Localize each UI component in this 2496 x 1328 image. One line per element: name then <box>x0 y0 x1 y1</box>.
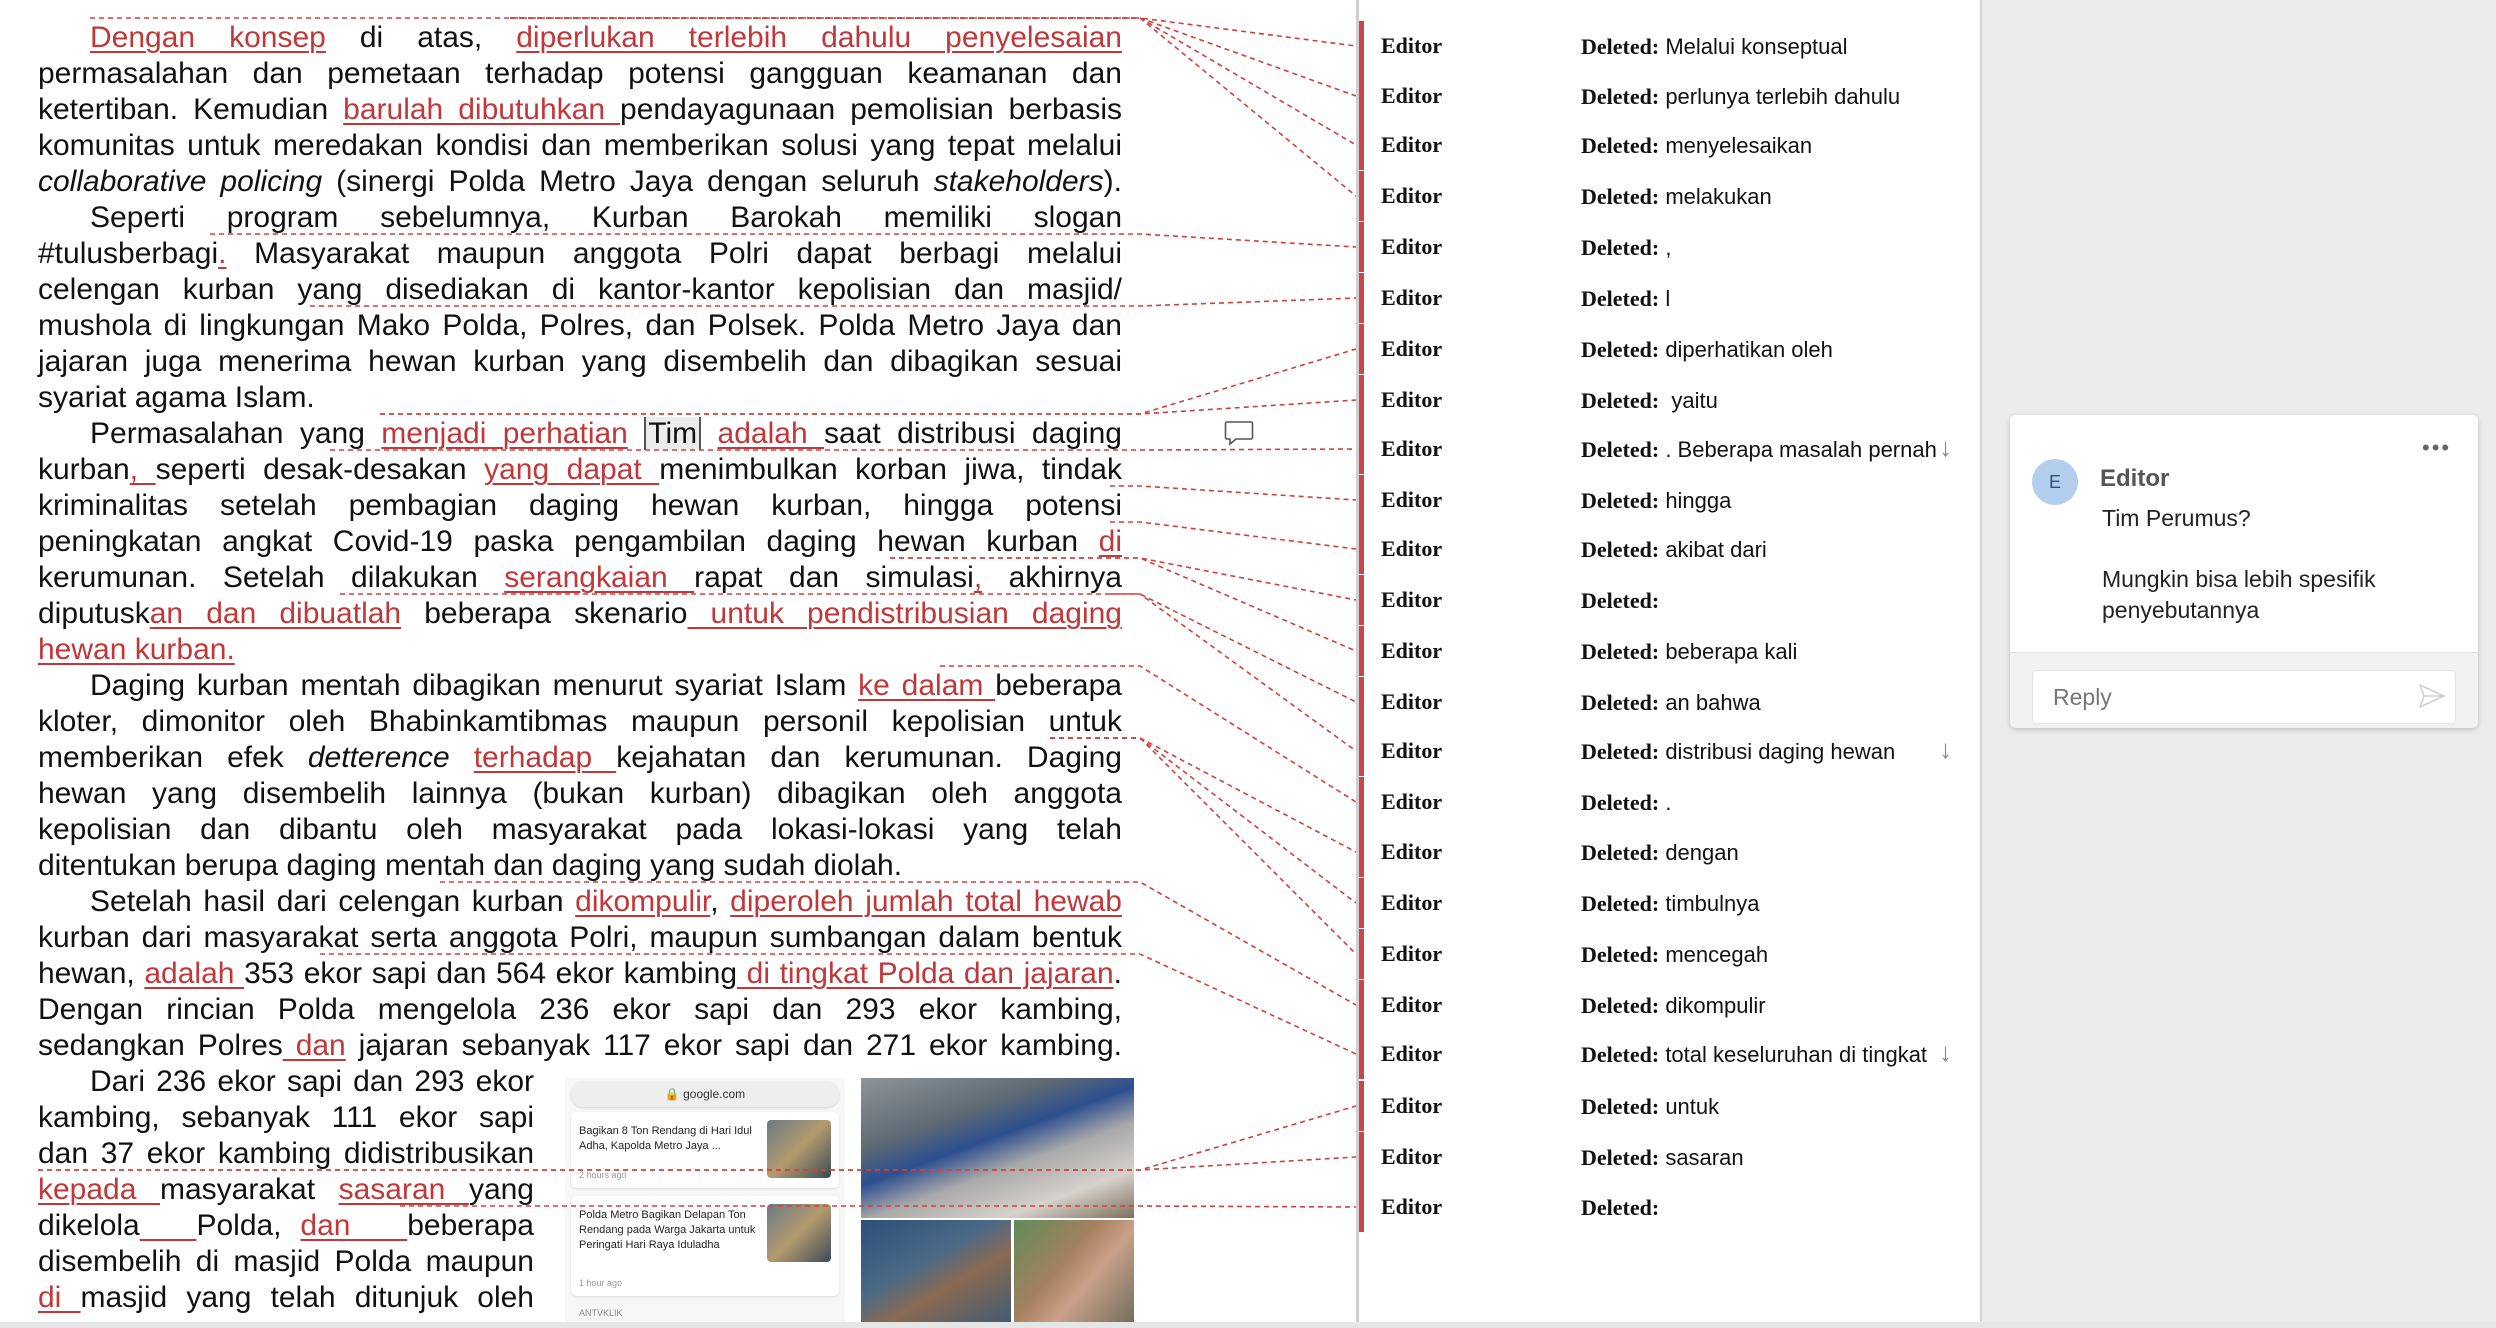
embedded-news-screenshot <box>565 1078 845 1328</box>
revision-bar <box>1359 777 1364 827</box>
revision-balloon[interactable] <box>1359 726 1959 776</box>
deleted-label: Deleted: <box>1581 84 1660 109</box>
deleted-text <box>1581 34 1941 60</box>
photo-crowd <box>1014 1220 1134 1328</box>
deleted-label: Deleted: <box>1581 34 1660 59</box>
commented-text[interactable]: Tim <box>644 417 701 450</box>
deleted-content: distribusi daging hewan <box>1665 739 1896 764</box>
deleted-content: an bahwa <box>1665 690 1761 715</box>
revision-bar <box>1359 1081 1364 1131</box>
comment-indicator-icon[interactable] <box>1224 420 1254 446</box>
news-time: 2 hours ago <box>579 1170 627 1180</box>
document-line[interactable] <box>38 992 1122 1028</box>
deleted-label: Deleted: <box>1581 286 1660 311</box>
deleted-content: dengan <box>1665 840 1739 865</box>
text-run: Masyarakat maupun anggota Polri dapat berbagi melalui <box>226 237 1122 270</box>
revision-bar <box>1359 1132 1364 1182</box>
deleted-text <box>1581 1195 1941 1221</box>
deleted-content: akibat dari <box>1665 537 1767 562</box>
deleted-text <box>1581 337 1941 363</box>
deleted-content: mencegah <box>1665 942 1769 967</box>
text-run: celengan kurban yang disediakan di kantor-kantor kepolisian dan masjid/ <box>38 273 1122 306</box>
deleted-text <box>1581 84 1941 110</box>
deleted-text <box>1581 388 1941 414</box>
text-run: (sinergi Polda Metro Jaya dengan seluruh <box>322 165 934 198</box>
expand-arrow-icon[interactable]: ↓ <box>1939 734 1952 764</box>
balloon-author: Editor <box>1381 587 1443 612</box>
deleted-content: sasaran <box>1665 1145 1744 1170</box>
document-line[interactable] <box>38 56 1122 92</box>
document-line[interactable] <box>90 200 1122 236</box>
revision-bar <box>1359 677 1364 727</box>
balloon-author: Editor <box>1381 1194 1443 1219</box>
news-thumbnail <box>767 1204 831 1262</box>
deleted-label: Deleted: <box>1581 235 1660 260</box>
text-run: 353 ekor sapi dan 564 ekor kambing <box>244 957 738 990</box>
text-run: diputusk <box>38 597 150 630</box>
deleted-text <box>1581 184 1941 210</box>
document-line[interactable] <box>38 488 1122 524</box>
deleted-text <box>1581 993 1941 1019</box>
text-run: Dari 236 ekor sapi dan 293 ekor <box>90 1065 534 1098</box>
reply-input[interactable] <box>2051 683 2385 712</box>
revision-balloon[interactable] <box>1359 71 1959 121</box>
revision-balloon[interactable] <box>1359 21 1959 71</box>
document-line[interactable] <box>38 380 1122 416</box>
document-line[interactable] <box>38 128 1122 164</box>
deleted-text <box>1581 942 1941 968</box>
text-run: Seperti program sebelumnya, Kurban Barokah memiliki slogan <box>90 201 1122 234</box>
tracked-insertion: , <box>973 561 983 594</box>
photo-cooking <box>861 1078 1134 1218</box>
deleted-label: Deleted: <box>1581 588 1660 613</box>
deleted-text <box>1581 133 1941 159</box>
deleted-text <box>1581 1042 1941 1068</box>
text-run: sedangkan Polres <box>38 1029 283 1062</box>
document-line[interactable] <box>38 1244 534 1280</box>
text-run: jajaran sebanyak 117 ekor sapi dan 271 ekor kambing. <box>345 1029 1122 1062</box>
bottom-scroll-strip <box>0 1322 2496 1328</box>
deleted-label: Deleted: <box>1581 739 1660 764</box>
markup-balloon-pane[interactable] <box>1356 0 1983 1322</box>
document-line[interactable] <box>38 164 1122 200</box>
balloon-author: Editor <box>1381 234 1443 259</box>
text-run: ditentukan berupa daging mentah dan daging yang sudah diolah. <box>38 849 903 882</box>
text-run: yang <box>468 1173 534 1206</box>
revision-balloon[interactable] <box>1359 980 1959 1030</box>
document-line[interactable] <box>38 740 1122 776</box>
tracked-insertion: barulah dibutuhkan <box>343 93 621 126</box>
deleted-label: Deleted: <box>1581 1145 1660 1170</box>
deleted-content: timbulnya <box>1665 891 1760 916</box>
document-line[interactable] <box>38 272 1122 308</box>
news-time: 1 hour ago <box>579 1278 623 1288</box>
text-run: #tulusberbagi <box>38 237 219 270</box>
deleted-text <box>1581 891 1941 917</box>
expand-arrow-icon[interactable]: ↓ <box>1939 432 1952 462</box>
deleted-label: Deleted: <box>1581 840 1660 865</box>
text-run: menimbulkan korban jiwa, tindak <box>659 453 1122 486</box>
deleted-label: Deleted: <box>1581 337 1660 362</box>
text-run: kurban <box>38 453 130 486</box>
news-item <box>571 1196 839 1296</box>
revision-balloon[interactable] <box>1359 827 1959 877</box>
tracked-insertion: di <box>38 1281 81 1314</box>
tracked-insertion: adalah <box>717 417 825 450</box>
revision-balloon[interactable] <box>1359 677 1959 727</box>
deleted-content: l <box>1665 286 1671 311</box>
text-run: syariat agama Islam. <box>38 381 315 414</box>
deleted-text <box>1581 840 1941 866</box>
text-run: seperti desak-desakan <box>155 453 485 486</box>
revision-balloon[interactable] <box>1359 1081 1959 1131</box>
revision-balloon[interactable] <box>1359 575 1959 625</box>
balloon-author: Editor <box>1381 941 1443 966</box>
tracked-insertion: kepada <box>38 1173 160 1206</box>
revision-balloon[interactable] <box>1359 222 1959 272</box>
tracked-insertion: menjadi perhatian <box>381 417 628 450</box>
deleted-label: Deleted: <box>1581 488 1660 513</box>
tracked-insertion: dikompulir <box>575 885 711 918</box>
deleted-content: untuk <box>1665 1094 1720 1119</box>
balloon-author: Editor <box>1381 487 1443 512</box>
text-run: Polda, <box>196 1209 301 1242</box>
balloon-author: Editor <box>1381 1144 1443 1169</box>
text-run: kambing, sebanyak 111 ekor sapi <box>38 1101 534 1134</box>
text-run: Daging kurban mentah dibagikan menurut syariat Islam <box>90 669 859 702</box>
deleted-label: Deleted: <box>1581 639 1660 664</box>
news-headline: Bagikan 8 Ton Rendang di Hari Idul Adha, Kapolda Metro Jaya ... <box>579 1125 752 1152</box>
balloon-author: Editor <box>1381 689 1443 714</box>
deleted-label: Deleted: <box>1581 993 1660 1018</box>
tracked-insertion: sasaran <box>338 1173 469 1206</box>
deleted-content: , <box>1665 235 1672 260</box>
text-run: kriminalitas setelah pembagian daging hewan kurban, hingga potensi <box>38 489 1122 522</box>
expand-arrow-icon[interactable]: ↓ <box>1939 1037 1952 1067</box>
text-run: kloter, dimonitor oleh Bhabinkamtibmas maupun personil kepolisian untuk <box>38 705 1122 738</box>
comments-pane <box>1980 0 2496 1322</box>
url-text: google.com <box>683 1087 746 1101</box>
document-line[interactable] <box>38 344 1122 380</box>
revision-bar <box>1359 929 1364 979</box>
document-line[interactable] <box>38 632 1122 668</box>
text-run <box>701 417 717 450</box>
revision-balloon[interactable] <box>1359 626 1959 676</box>
balloon-author: Editor <box>1381 436 1443 461</box>
text-run: masyarakat <box>160 1173 339 1206</box>
text-run: memberikan efek <box>38 741 308 774</box>
text-run: dikelola <box>38 1209 140 1242</box>
document-line[interactable] <box>38 92 1122 128</box>
document-line[interactable] <box>38 776 1122 812</box>
comment-body <box>2102 503 2452 656</box>
revision-balloon[interactable] <box>1359 524 1959 574</box>
balloon-author: Editor <box>1381 33 1443 58</box>
balloon-author: Editor <box>1381 83 1443 108</box>
revision-bar <box>1359 21 1364 71</box>
deleted-content: hingga <box>1665 488 1732 513</box>
comment-author: Editor <box>2100 465 2170 492</box>
comment-paragraph: Tim Perumus? <box>2102 505 2251 531</box>
news-item <box>571 1112 839 1188</box>
italic-text: detterence <box>307 741 450 774</box>
revision-bar <box>1359 726 1364 776</box>
balloon-author: Editor <box>1381 536 1443 561</box>
deleted-text <box>1581 690 1941 716</box>
balloon-author: Editor <box>1381 1041 1443 1066</box>
tracked-insertion: adalah <box>144 957 245 990</box>
tracked-insertion: . <box>218 237 227 270</box>
text-run: Dengan rincian Polda mengelola 236 ekor sapi dan 293 ekor kambing, <box>38 993 1122 1026</box>
document-line[interactable] <box>38 1136 534 1172</box>
balloon-author: Editor <box>1381 789 1443 814</box>
tracked-insertion: serangkaian <box>504 561 695 594</box>
document-line[interactable] <box>38 1028 1122 1064</box>
deleted-label: Deleted: <box>1581 388 1660 413</box>
revision-bar <box>1359 827 1364 877</box>
tracked-insertion: , <box>129 453 156 486</box>
text-run: akhirnya <box>982 561 1122 594</box>
document-line[interactable] <box>90 416 1122 452</box>
deleted-text <box>1581 537 1941 563</box>
revision-balloon[interactable] <box>1359 777 1959 827</box>
balloon-author: Editor <box>1381 387 1443 412</box>
balloon-author: Editor <box>1381 1093 1443 1118</box>
deleted-text <box>1581 639 1941 665</box>
text-run: kepolisian dan dibantu oleh masyarakat pada lokasi-lokasi yang telah <box>38 813 1122 846</box>
photo-child <box>861 1220 1011 1328</box>
tracked-insertion: Dengan konsep <box>90 21 326 54</box>
revision-bar <box>1359 524 1364 574</box>
deleted-content: perlunya terlebih dahulu <box>1665 84 1901 109</box>
deleted-label: Deleted: <box>1581 690 1660 715</box>
deleted-label: Deleted: <box>1581 184 1660 209</box>
text-run: disembelih di masjid Polda maupun <box>38 1245 534 1278</box>
tracked-insertion: yang dapat <box>484 453 660 486</box>
deleted-label: Deleted: <box>1581 1094 1660 1119</box>
send-icon[interactable] <box>2417 681 2447 711</box>
document-line[interactable] <box>38 308 1122 344</box>
text-run: peningkatan angkat Covid-19 paska pengambilan daging hewan kurban <box>38 525 1099 558</box>
revision-bar <box>1359 171 1364 221</box>
deleted-text <box>1581 437 1941 463</box>
deleted-text <box>1581 286 1941 312</box>
balloon-author: Editor <box>1381 336 1443 361</box>
revision-bar <box>1359 626 1364 676</box>
deleted-label: Deleted: <box>1581 891 1660 916</box>
italic-text: collaborative policing <box>38 165 323 198</box>
comment-reply-area <box>2010 652 2478 728</box>
revision-bar <box>1359 575 1364 625</box>
browser-url-bar: 🔒 google.com <box>571 1081 839 1107</box>
deleted-text <box>1581 739 1941 765</box>
tracked-insertion: di tingkat Polda dan jajaran <box>737 957 1114 990</box>
reply-box[interactable] <box>2032 670 2456 724</box>
document-line[interactable] <box>90 668 1122 704</box>
revision-bar <box>1359 71 1364 121</box>
news-source: ANTVKLIK <box>579 1308 623 1318</box>
text-run: . <box>1113 957 1122 990</box>
text-run: ). <box>1103 165 1122 198</box>
deleted-label: Deleted: <box>1581 133 1660 158</box>
balloon-author: Editor <box>1381 285 1443 310</box>
text-run: hewan, <box>38 957 145 990</box>
revision-bar <box>1359 222 1364 272</box>
text-run <box>450 741 474 774</box>
revision-balloon[interactable] <box>1359 120 1959 170</box>
balloon-author: Editor <box>1381 992 1443 1017</box>
text-run: di atas, <box>325 21 517 54</box>
document-line[interactable] <box>38 848 1122 884</box>
text-run: ketertiban. Kemudian <box>38 93 344 126</box>
text-run <box>628 417 644 450</box>
document-line[interactable] <box>90 20 1122 56</box>
tracked-insertion: untuk pendistribusian daging <box>687 597 1122 630</box>
text-run: komunitas untuk meredakan kondisi dan memberikan solusi yang tepat melalui <box>38 129 1122 162</box>
document-line[interactable] <box>90 1064 534 1100</box>
document-line[interactable] <box>38 920 1122 956</box>
deleted-label: Deleted: <box>1581 790 1660 815</box>
comment-card[interactable] <box>2010 415 2478 728</box>
revision-bar <box>1359 424 1364 474</box>
revision-bar <box>1359 324 1364 374</box>
tracked-insertion: di <box>1098 525 1122 558</box>
deleted-content: menyelesaikan <box>1665 133 1813 158</box>
document-line[interactable] <box>38 560 1122 596</box>
deleted-content: diperhatikan oleh <box>1665 337 1833 362</box>
deleted-text <box>1581 1145 1941 1171</box>
news-thumbnail <box>767 1120 831 1178</box>
text-run: beberapa <box>407 1209 534 1242</box>
document-line[interactable] <box>38 956 1122 992</box>
deleted-content: total keseluruhan di tingkat <box>1665 1042 1928 1067</box>
document-line[interactable] <box>38 236 1122 272</box>
document-line[interactable] <box>38 1172 534 1208</box>
deleted-text <box>1581 488 1941 514</box>
tracked-insertion: hewan kurban. <box>38 633 235 666</box>
text-run: beberapa skenario <box>401 597 688 630</box>
deleted-content: yaitu <box>1665 388 1718 413</box>
tracked-insertion: diperoleh jumlah total hewab <box>730 885 1122 918</box>
document-line[interactable] <box>38 812 1122 848</box>
balloon-author: Editor <box>1381 839 1443 864</box>
document-line[interactable] <box>38 1280 534 1316</box>
revision-balloon[interactable] <box>1359 929 1959 979</box>
revision-balloon[interactable] <box>1359 1182 1959 1232</box>
revision-balloon[interactable] <box>1359 878 1959 928</box>
balloon-author: Editor <box>1381 738 1443 763</box>
revision-bar <box>1359 475 1364 525</box>
text-run: kurban dari masyarakat serta anggota Polri, maupun sumbangan dalam bentuk <box>38 921 1122 954</box>
revision-balloon[interactable] <box>1359 324 1959 374</box>
text-run: beberapa <box>995 669 1122 702</box>
deleted-content: beberapa kali <box>1665 639 1798 664</box>
news-headline: Polda Metro Bagikan Delapan Ton Rendang pada Warga Jakarta untuk Peringati Hari Raya Iduladha <box>579 1209 756 1251</box>
deleted-content: . Beberapa masalah pernah <box>1665 437 1937 462</box>
text-run: Permasalahan yang <box>90 417 382 450</box>
text-run: masjid yang telah ditunjuk oleh <box>80 1281 534 1314</box>
revision-bar <box>1359 120 1364 170</box>
text-run: saat distribusi daging <box>824 417 1122 450</box>
text-run: mushola di lingkungan Mako Polda, Polres, dan Polsek. Polda Metro Jaya dan <box>38 309 1122 342</box>
document-line[interactable] <box>38 524 1122 560</box>
revision-balloon[interactable] <box>1359 424 1959 474</box>
document-line[interactable] <box>38 1208 534 1244</box>
document-line[interactable] <box>38 1100 534 1136</box>
deleted-text <box>1581 235 1941 261</box>
revision-balloon[interactable] <box>1359 171 1959 221</box>
revision-bar <box>1359 1029 1364 1079</box>
tracked-insertion: ke dalam <box>858 669 996 702</box>
text-run: Setelah hasil dari celengan kurban <box>90 885 576 918</box>
text-run: kerumunan. Setelah dilakukan <box>38 561 505 594</box>
italic-text: stakeholders <box>933 165 1104 198</box>
revision-bar <box>1359 980 1364 1030</box>
revision-balloon[interactable] <box>1359 1132 1959 1182</box>
revision-bar <box>1359 878 1364 928</box>
deleted-content: melakukan <box>1665 184 1772 209</box>
deleted-text <box>1581 588 1941 614</box>
tracked-insertion: diperlukan terlebih dahulu penyelesaian <box>516 21 1122 54</box>
text-run: rapat dan simulasi <box>694 561 974 594</box>
revision-balloon[interactable] <box>1359 1029 1959 1079</box>
deleted-content: . <box>1665 790 1672 815</box>
balloon-author: Editor <box>1381 183 1443 208</box>
text-run: jajaran juga menerima hewan kurban yang disembelih dan dibagikan sesuai <box>38 345 1122 378</box>
tracked-insertion: an dan dibuatlah <box>149 597 402 630</box>
balloon-author: Editor <box>1381 890 1443 915</box>
text-run: kejahatan dan kerumunan. Daging <box>616 741 1122 774</box>
tracked-insertion: dan <box>300 1209 408 1242</box>
revision-bar <box>1359 1182 1364 1232</box>
deleted-text <box>1581 1094 1941 1120</box>
deleted-label: Deleted: <box>1581 437 1660 462</box>
deleted-label: Deleted: <box>1581 1195 1660 1220</box>
text-run: permasalahan dan pemetaan terhadap potensi gangguan keamanan dan <box>38 57 1122 90</box>
comment-paragraph: Mungkin bisa lebih spesifik penyebutannya <box>2102 566 2376 623</box>
tracked-insertion: terhadap <box>473 741 617 774</box>
revision-bar <box>1359 375 1364 425</box>
revision-bar <box>1359 273 1364 323</box>
deleted-text <box>1581 790 1941 816</box>
text-run: pendayagunaan pemolisian berbasis <box>620 93 1123 126</box>
deleted-label: Deleted: <box>1581 942 1660 967</box>
document-line[interactable] <box>38 596 1122 632</box>
text-run: dan 37 ekor kambing didistribusikan <box>38 1137 534 1170</box>
balloon-author: Editor <box>1381 638 1443 663</box>
document-line[interactable] <box>90 884 1122 920</box>
avatar: E <box>2032 459 2078 505</box>
revision-balloon[interactable] <box>1359 375 1959 425</box>
tracked-insertion <box>140 1209 197 1242</box>
deleted-label: Deleted: <box>1581 1042 1660 1067</box>
document-line[interactable] <box>38 704 1122 740</box>
deleted-label: Deleted: <box>1581 537 1660 562</box>
deleted-content: Melalui konseptual <box>1665 34 1848 59</box>
tracked-insertion: dan <box>282 1029 346 1062</box>
revision-balloon[interactable] <box>1359 273 1959 323</box>
document-line[interactable] <box>38 452 1122 488</box>
text-run: hewan yang disembelih lainnya (bukan kurban) dibagikan oleh anggota <box>38 777 1122 810</box>
revision-balloon[interactable] <box>1359 475 1959 525</box>
deleted-content: dikompulir <box>1665 993 1766 1018</box>
more-options-button[interactable]: ••• <box>2422 435 2452 460</box>
balloon-author: Editor <box>1381 132 1443 157</box>
text-run: , <box>710 885 731 918</box>
